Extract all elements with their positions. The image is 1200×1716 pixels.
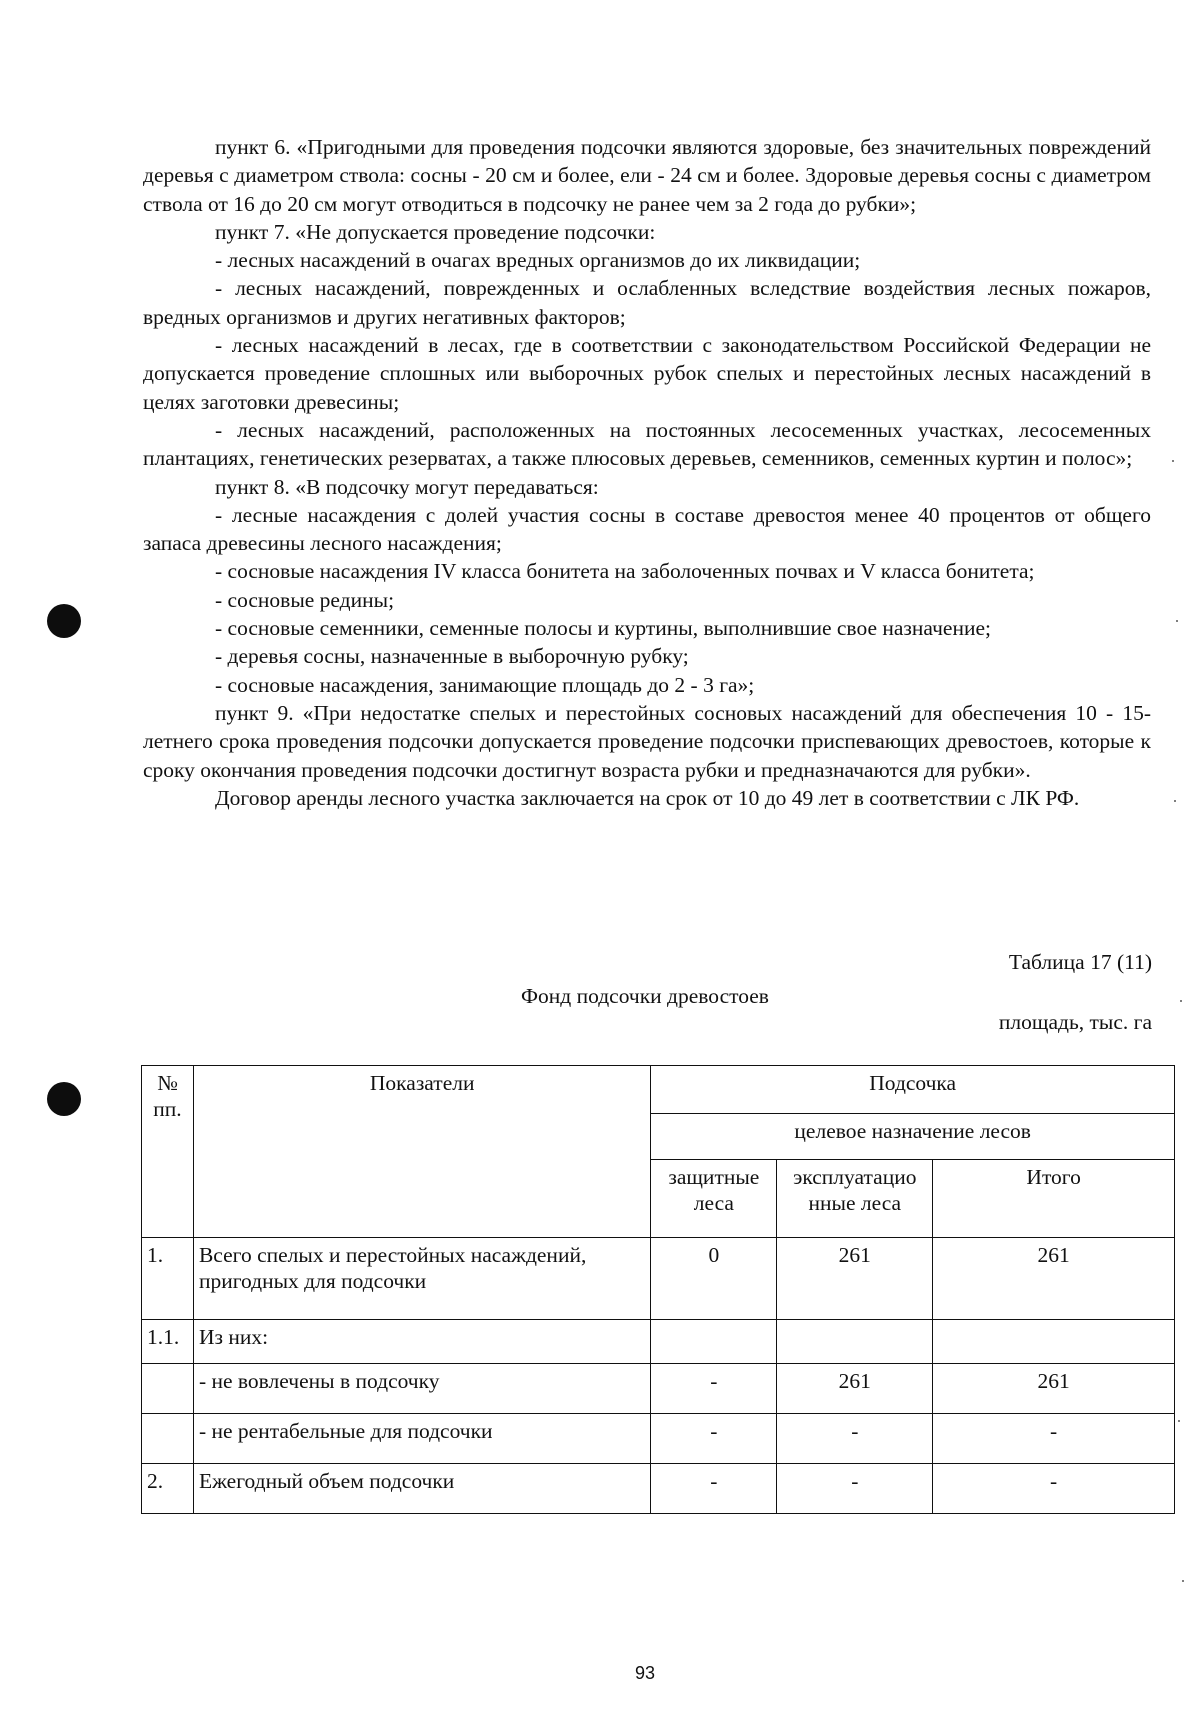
row-protective (651, 1320, 777, 1364)
row-total (933, 1320, 1175, 1364)
table-row (142, 1238, 1175, 1320)
row-label: Из них: (193, 1320, 650, 1364)
row-num: 2. (142, 1464, 194, 1514)
header-num: № пп. (142, 1066, 194, 1238)
paragraph: пункт 8. «В подсочку могут передаваться: (215, 474, 599, 499)
paragraph: - сосновые семенники, семенные полосы и куртины, выполнившие свое назначение; (215, 616, 991, 641)
table-row (142, 1364, 1175, 1414)
scan-speck (1182, 1580, 1184, 1582)
punch-hole-bottom (47, 1082, 81, 1116)
header-purpose: целевое назначение лесов (651, 1114, 1175, 1160)
row-label: Всего спелых и перестойных насаждений, пригодных для подсочки (193, 1238, 650, 1320)
row-total: - (933, 1464, 1175, 1514)
header-protective: защитные леса (651, 1160, 777, 1238)
paragraph: - лесных насаждений в лесах, где в соответствии с законодательством Российской Федерации не допускается проведение сплошных или выборочных рубок спелых и перестойных лесных насаждений в целях заготовки древесины; (143, 333, 1151, 414)
row-protective: - (651, 1364, 777, 1414)
row-label: Ежегодный объем подсочки (193, 1464, 650, 1514)
row-exploitation: - (777, 1464, 933, 1514)
tapping-fund-table (141, 1065, 1175, 1514)
row-total: - (933, 1414, 1175, 1464)
table-title: Фонд подсочки древостоев (521, 984, 769, 1008)
row-num (142, 1364, 194, 1414)
paragraph: пункт 9. «При недостатке спелых и перестойных сосновых насаждений для обеспечения 10 - 15-летнего срока проведения подсочки допускается проведение подсочки приспевающих древостоев, которые к сроку окончания проведения подсочки достигнут возраста рубки и предназначаются для рубки». (143, 700, 1151, 782)
row-exploitation: 261 (777, 1238, 933, 1320)
header-indicators: Показатели (193, 1066, 650, 1238)
row-exploitation (777, 1320, 933, 1364)
page-number: 93 (634, 1663, 656, 1683)
scan-speck (1178, 1420, 1180, 1422)
table-row (142, 1414, 1175, 1464)
paragraph: - сосновые насаждения IV класса бонитета на заболоченных почвах и V класса бонитета; (215, 559, 1035, 584)
paragraph: - лесных насаждений, расположенных на постоянных лесосеменных участках, лесосеменных плантациях, генетических резерватах, а также плюсовых деревьев, семенников, семенных куртин и полос»; (143, 417, 1151, 471)
header-total: Итого (933, 1160, 1175, 1238)
table-row (142, 1320, 1175, 1364)
paragraph: - сосновые насаждения, занимающие площадь до 2 - 3 га»; (215, 672, 755, 697)
row-num: 1. (142, 1238, 194, 1320)
scan-speck (1176, 620, 1178, 622)
paragraph: - деревья сосны, назначенные в выборочную рубку; (215, 644, 689, 669)
scan-speck (1174, 800, 1176, 802)
row-total: 261 (933, 1364, 1175, 1414)
row-protective: 0 (651, 1238, 777, 1320)
paragraph: пункт 7. «Не допускается проведение подсочки: (215, 219, 656, 244)
table-units: площадь, тыс. га (998, 1010, 1152, 1034)
paragraph: пункт 6. «Пригодными для проведения подсочки являются здоровые, без значительных повреждений деревья с диаметром ствола: сосны - 20 см и более, ели - 24 см и более. Здоровые деревья сосны с диаметром ствола от 16 до 20 см могут отводиться в подсочку не ранее чем за 2 года до рубки»; (143, 135, 1151, 216)
row-exploitation: 261 (777, 1364, 933, 1414)
paragraph: - лесных насаждений, поврежденных и ослабленных вследствие воздействия лесных пожаров, вредных организмов и других негативных факторов; (143, 276, 1151, 329)
header-exploitation: эксплуатацио нные леса (777, 1160, 933, 1238)
paragraph: - лесных насаждений в очагах вредных организмов до их ликвидации; (215, 248, 861, 273)
row-label: - не рентабельные для подсочки (193, 1414, 650, 1464)
header-tapping: Подсочка (651, 1066, 1175, 1114)
row-label: - не вовлечены в подсочку (193, 1364, 650, 1414)
row-num (142, 1414, 194, 1464)
row-protective: - (651, 1464, 777, 1514)
row-protective: - (651, 1414, 777, 1464)
paragraph: Договор аренды лесного участка заключается на срок от 10 до 49 лет в соответствии с ЛК РФ. (215, 785, 1080, 810)
table-label: Таблица 17 (11) (1008, 950, 1152, 974)
table-row (142, 1464, 1175, 1514)
scan-speck (1172, 460, 1174, 462)
punch-hole-top (47, 604, 81, 638)
paragraph: - лесные насаждения с долей участия сосны в составе древостоя менее 40 процентов от общего запаса древесины лесного насаждения; (143, 502, 1151, 556)
row-total: 261 (933, 1238, 1175, 1320)
row-exploitation: - (777, 1414, 933, 1464)
row-num: 1.1. (142, 1320, 194, 1364)
paragraph: - сосновые редины; (215, 587, 395, 612)
scan-speck (1180, 1000, 1182, 1002)
body-text (143, 133, 1151, 812)
